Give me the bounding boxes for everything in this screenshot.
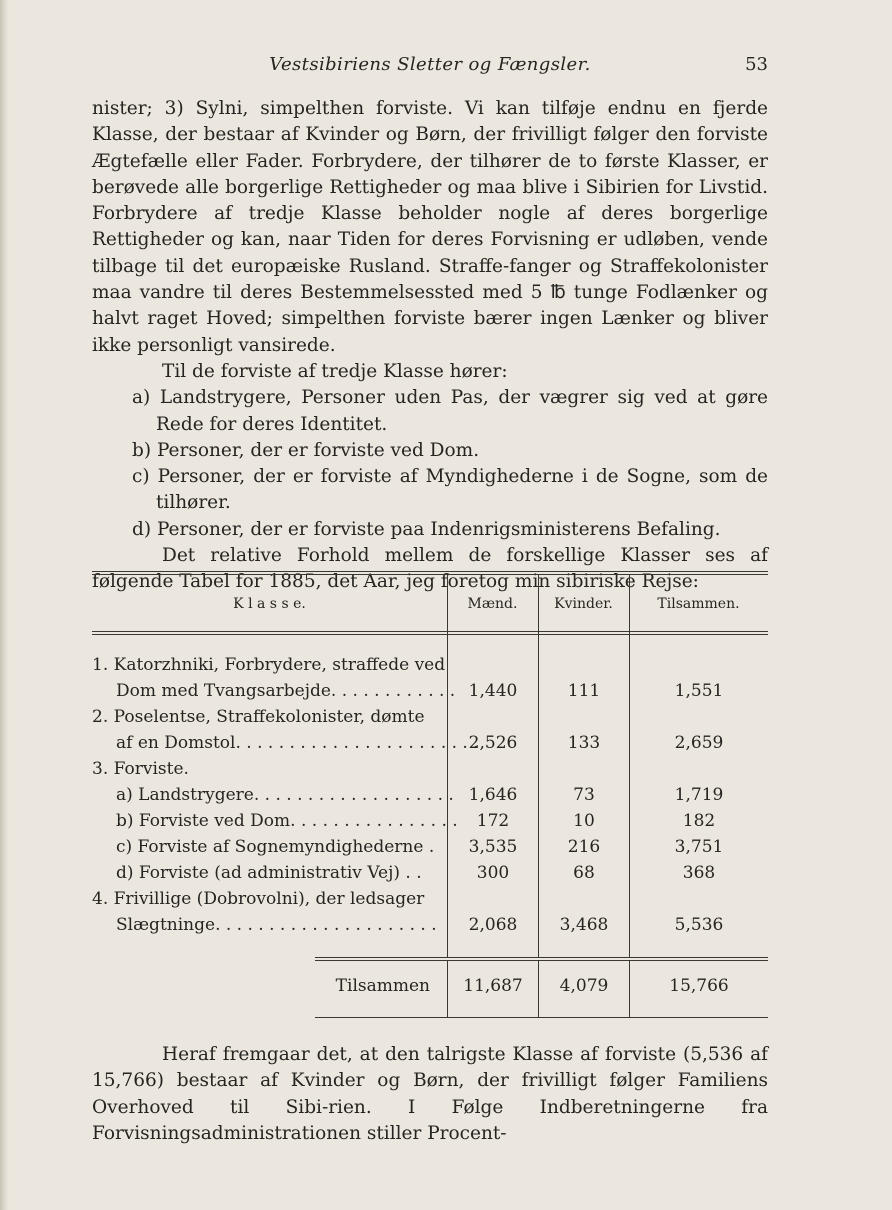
cell-kvinder: 73 (573, 785, 595, 805)
row-label: b) Forviste ved Dom. . . . . . . . . . . . . . . . (116, 811, 458, 831)
cell-tilsammen: 182 (682, 811, 716, 831)
table-row (92, 915, 768, 941)
table-row (92, 707, 768, 733)
total-tilsammen: 15,766 (669, 976, 729, 996)
header-maend: Mænd. (467, 596, 518, 612)
page-number: 53 (745, 54, 768, 75)
table-top-rule-2 (92, 574, 768, 575)
row-label: Slægtninge. . . . . . . . . . . . . . . . . . . . . (116, 915, 437, 935)
row-label: 2. Poselentse, Straffekolonister, dømte (92, 707, 425, 727)
header-tilsammen: Tilsammen. (657, 596, 740, 612)
cell-kvinder: 133 (567, 733, 601, 753)
table-row (92, 733, 768, 759)
cell-kvinder: 111 (567, 681, 601, 701)
cell-kvinder: 68 (573, 863, 595, 883)
class-item-a: a) Landstrygere, Personer uden Pas, der vægrer sig ved at gøre Rede for deres Identitet. (132, 387, 768, 435)
row-label: af en Domstol. . . . . . . . . . . . . . . . . . . . . . . (116, 733, 479, 753)
cell-tilsammen: 1,719 (674, 785, 724, 805)
cell-maend: 3,535 (468, 837, 518, 857)
body-text (92, 96, 768, 596)
table-row (92, 811, 768, 837)
table-row (92, 759, 768, 785)
table-row (92, 863, 768, 889)
total-top-rule (315, 957, 768, 958)
class-item-d: d) Personer, der er forviste paa Indenrigsministerens Befaling. (132, 518, 721, 540)
row-label: c) Forviste af Sognemyndighederne . (116, 837, 435, 857)
row-label: 3. Forviste. (92, 759, 189, 779)
total-label: Tilsammen (335, 976, 430, 996)
cell-kvinder: 10 (573, 811, 595, 831)
table-row (92, 655, 768, 681)
cell-tilsammen: 1,551 (674, 681, 724, 701)
cell-tilsammen: 3,751 (674, 837, 724, 857)
row-label: 1. Katorzhniki, Forbrydere, straffede ved (92, 655, 446, 675)
row-label: d) Forviste (ad administrativ Vej) . . (116, 863, 422, 883)
total-bottom-rule (315, 1017, 768, 1018)
table-intro: Det relative Forhold mellem de forskellige Klasser ses af følgende Tabel for 1885, det Aar, jeg foretog min sibiriske Rejse: (92, 545, 768, 593)
cell-tilsammen: 368 (682, 863, 716, 883)
header-kvinder: Kvinder. (554, 596, 613, 612)
table-row (92, 681, 768, 707)
total-kvinder: 4,079 (559, 976, 609, 996)
third-class-intro: Til de forviste af tredje Klasse hører: (162, 360, 508, 382)
closing-paragraph: Heraf fremgaar det, at den talrigste Klasse af forviste (5,536 af 15,766) bestaar af Kvinder og Børn, der frivilligt følger Familiens Overhoved til Sibi-rien. I Følge Indberetningerne fra Forvisningsadministrationen stiller Procent- (92, 1044, 768, 1144)
row-label: 4. Frivillige (Dobrovolni), der ledsager (92, 889, 425, 909)
header-bottom-rule (92, 631, 768, 632)
cell-maend: 172 (476, 811, 510, 831)
class-item-b: b) Personer, der er forviste ved Dom. (132, 439, 480, 461)
cell-kvinder: 216 (567, 837, 601, 857)
table-top-rule (92, 571, 768, 572)
running-title: Vestsibiriens Sletter og Fængsler. (269, 54, 591, 75)
paragraph-classes: nister; 3) Sylni, simpelthen forviste. Vi kan tilføje endnu en fjerde Klasse, der bestaar af Kvinder og Børn, der frivilligt følger den forviste Ægtefælle eller Fader. Forbrydere, der tilhører de to første Klasser, er berøvede alle borgerlige Rettigheder og maa blive i Sibirien for Livstid. Forbrydere af tredje Klasse beholder nogle af deres borgerlige Rettigheder og kan, naar Tiden for deres Forvisning er udløben, vende tilbage til det europæiske Rusland. Straffe-fanger og Straffekolonister maa vandre til deres Bestemmelsessted med 5 ℔ tunge Fodlænker og halvt raget Hoved; simpelthen forviste bærer ingen Lænker og bliver ikke personligt vansirede. (92, 98, 768, 356)
cell-tilsammen: 2,659 (674, 733, 724, 753)
row-label: Dom med Tvangsarbejde. . . . . . . . . . . . (116, 681, 456, 701)
page-header (92, 52, 768, 82)
cell-maend: 1,440 (468, 681, 518, 701)
page-binding-edge (0, 0, 9, 1210)
header-bottom-rule-2 (92, 634, 768, 635)
total-row (92, 976, 768, 1002)
table-row (92, 785, 768, 811)
closing-text (92, 1042, 768, 1147)
row-label: a) Landstrygere. . . . . . . . . . . . . . . . . . . (116, 785, 454, 805)
table-row (92, 889, 768, 915)
cell-maend: 2,068 (468, 915, 518, 935)
cell-kvinder: 3,468 (559, 915, 609, 935)
class-item-c: c) Personer, der er forviste af Myndighederne i de Sogne, som de tilhører. (132, 466, 768, 514)
header-klasse: K l a s s e. (233, 596, 306, 612)
table-row (92, 837, 768, 863)
cell-tilsammen: 5,536 (674, 915, 724, 935)
total-maend: 11,687 (463, 976, 523, 996)
total-top-rule-2 (315, 960, 768, 961)
cell-maend: 300 (476, 863, 510, 883)
cell-maend: 2,526 (468, 733, 518, 753)
cell-maend: 1,646 (468, 785, 518, 805)
